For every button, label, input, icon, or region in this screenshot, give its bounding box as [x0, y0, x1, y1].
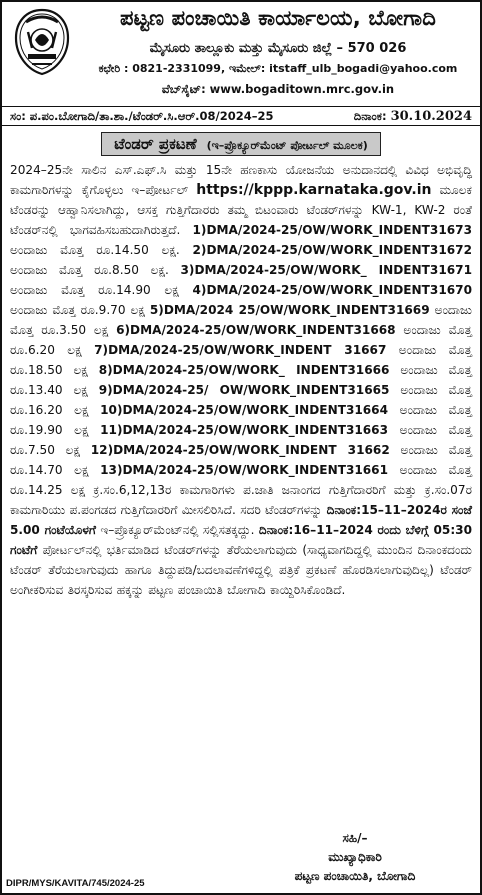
- work-code: DMA/2024-25/OW/WORK_ INDENT31671: [194, 263, 472, 277]
- work-amount: ಅಂದಾಜು ಮೊತ್ತ ರೂ.9.70 ಲಕ್ಷ: [10, 303, 145, 317]
- office-name: ಪಟ್ಟಣ ಪಂಚಾಯಿತಿ ಕಾರ್ಯಾಲಯ, ಬೋಗಾದಿ: [119, 6, 436, 30]
- letterhead: [8, 6, 474, 106]
- work-amount: ಅಂದಾಜು ಮೊತ್ತ ರೂ.8.50 ಲಕ್ಷ.: [10, 263, 169, 277]
- date-label: ದಿನಾಂಕ:: [353, 108, 387, 123]
- work-number: 3): [180, 263, 195, 277]
- work-code: DMA/2024-25/OW/WORK_INDENT 31662: [113, 443, 390, 457]
- works-list: [10, 223, 472, 497]
- work-amount: ಅಂದಾಜು ಮೊತ್ತ ರೂ.16.20 ಲಕ್ಷ: [10, 383, 472, 417]
- notice-title: [101, 132, 381, 156]
- signatory-office: ಪಟ್ಟಣ ಪಂಚಾಯಿತಿ, ಬೋಗಾದಿ: [294, 869, 416, 883]
- work-number: 2): [192, 243, 207, 257]
- intro-text-2: ಮೂಲಕ ಟೆಂಡರನ್ನು ಆಹ್ವಾನಿಸಲಾಗಿದ್ದು, ಆಸಕ್ತ ಗುತ್ತಿಗೆದಾರರು ತಮ್ಮ ಬಿಟಂವಾರು ಟೆಂಡರ್‌ಗಳನ್ನು KW-1, KW-2 ರಂತೆ ಟೆಂಡರ್‌ನಲ್ಲಿ ಭಾಗವಹಿಸಬಹುದಾಗಿರುತ್ತದೆ.: [10, 183, 472, 237]
- office-address: ಮೈಸೂರು ತಾಲ್ಲೂಕು ಮತ್ತು ಮೈಸೂರು ಜಿಲ್ಲೆ – 570 026: [149, 41, 407, 56]
- work-code: DMA/2024-25/OW/WORK_INDENT31661: [122, 463, 389, 477]
- work-amount: ಅಂದಾಜು ಮೊತ್ತ ರೂ.13.40 ಲಕ್ಷ: [10, 363, 472, 397]
- opening-text: ಪೋರ್ಟಲ್‌ನಲ್ಲಿ ಭರ್ತಿಮಾಡಿದ ಟೆಂಡರ್‌ಗಳನ್ನು ತೆರೆಯಲಾಗುವುದು (ಸಾಧ್ಯವಾಗದಿದ್ದಲ್ಲಿ ಮುಂದಿನ ದಿನಾಂಕದಂದು ಟೆಂಡರ್ ತೆರೆಯಲಾಗುವುದು ಹಾಗೂ ತಿದ್ದುಪಡಿ/ಬದಲಾವಣೆಗಳಿದ್ದಲ್ಲಿ ಪತ್ರಿಕೆ ಪ್ರಕಟಣೆ ಹೊರಡಿಸಲಾಗುವುದಿಲ್ಲ) ಟೆಂಡರ್ ಅಂಗೀಕರಿಸುವ ತಿರಸ್ಕರಿಸುವ ಹಕ್ಕನ್ನು ಪಟ್ಟಣ ಪಂಚಾಯಿತಿ ಬೋಗಾದಿ ಕಾಯ್ದಿರಿಸಿಕೊಂಡಿದೆ.: [10, 543, 472, 597]
- reference-number: ಸಂ: ಪ.ಪಂ.ಬೋಗಾದಿ/ತಾ.ಶಾ./ಟೆಂಡರ್.ಸಿ.ಆರ್.08/2024–25: [10, 108, 274, 123]
- work-number: 8): [98, 363, 113, 377]
- contact-details: ಕಛೇರಿ : 0821-2331099, ಇಮೇಲ್: itstaff_ulb_bogadi@yahoo.com: [98, 62, 458, 75]
- submission-text: ಇ–ಪ್ರೊಕ್ಯೂರ್‌ಮೆಂಟ್‌ನಲ್ಲಿ ಸಲ್ಲಿಸತಕ್ಕದ್ದು.: [100, 523, 255, 537]
- government-emblem-icon: [14, 8, 70, 76]
- website-line: ವೆಬ್‌ಸೈಟ್: www.bogaditown.mrc.gov.in: [161, 82, 395, 96]
- work-code: DMA/2024 25/OW/WORK_INDENT31669: [163, 303, 430, 317]
- work-amount: ಅಂದಾಜು ಮೊತ್ತ ರೂ.6.20 ಲಕ್ಷ: [10, 323, 472, 357]
- signatory-designation: ಮುಖ್ಯಾಧಿಕಾರಿ: [328, 850, 382, 864]
- work-code: DMA/2024-25/ OW/WORK_INDENT31665: [112, 383, 390, 397]
- work-amount: ಅಂದಾಜು ಮೊತ್ತ ರೂ.18.50 ಲಕ್ಷ: [10, 343, 472, 377]
- work-number: 12): [90, 443, 114, 457]
- work-number: 1): [192, 223, 207, 237]
- date-value: 30.10.2024: [390, 108, 472, 124]
- work-number: 9): [98, 383, 113, 397]
- work-code: DMA/2024-25/OW/WORK_INDENT31670: [206, 283, 472, 297]
- work-code: DMA/2024-25/OW/WORK_INDENT31663: [122, 423, 389, 437]
- work-number: 6): [116, 323, 131, 337]
- work-number: 5): [149, 303, 164, 317]
- work-number: 10): [100, 403, 123, 417]
- work-amount: ಅಂದಾಜು ಮೊತ್ತ ರೂ.14.25 ಲಕ್ಷ: [10, 463, 472, 497]
- title-sub: (ಇ–ಪ್ರೊಕ್ಯೂರ್‌ಮೆಂಟ್ ಪೋರ್ಟಲ್ ಮೂಲಕ): [206, 139, 368, 152]
- work-code: DMA/2024-25/OW/WORK_ INDENT31666: [112, 363, 390, 377]
- notice-body: [8, 160, 474, 600]
- work-number: 4): [192, 283, 207, 297]
- signature-block: [260, 829, 450, 886]
- work-amount: ಅಂದಾಜು ಮೊತ್ತ ರೂ.3.50 ಲಕ್ಷ: [10, 303, 472, 337]
- work-number: 11): [100, 423, 123, 437]
- dipr-reference: DIPR/MYS/KAVITA/745/2024-25: [6, 878, 145, 889]
- portal-link[interactable]: https://kppp.karnataka.gov.in: [196, 182, 432, 198]
- work-code: DMA/2024-25/OW/WORK_INDENT31668: [130, 323, 396, 337]
- submission-deadline: ದಿನಾಂಕ:15–11–2024ರ ಸಂಜೆ 5.00 ಗಂಟೆಯೊಳಗೆ: [10, 503, 472, 537]
- opening-date: ದಿನಾಂಕ:16–11–2024 ರಂದು ಬೆಳಿಗ್ಗೆ 05:30 ಗಂಟೆಗೆ: [10, 523, 472, 557]
- work-code: DMA/2024-25/OW/WORK_INDENT31673: [206, 223, 472, 237]
- work-amount: ಅಂದಾಜು ಮೊತ್ತ ರೂ.7.50 ಲಕ್ಷ: [10, 423, 472, 457]
- intro-text: 2024–25ನೇ ಸಾಲಿನ ಎಸ್.ಎಫ್.ಸಿ ಮತ್ತು 15ನೇ ಹಣಕಾಸು ಯೋಜನೆಯ ಅನುದಾನದಲ್ಲಿ ವಿವಿಧ ಅಭಿವೃದ್ಧಿ ಕಾಮಗಾರಿಗಳನ್ನು ಕೈಗೊಳ್ಳಲು ಇ–ಪೋರ್ಟಲ್: [10, 163, 472, 197]
- work-amount: ಅಂದಾಜು ಮೊತ್ತ ರೂ.14.70 ಲಕ್ಷ: [10, 443, 472, 477]
- work-code: DMA/2024-25/OW/WORK_INDENT 31667: [108, 343, 387, 357]
- work-code: DMA/2024-25/OW/WORK_INDENT31664: [122, 403, 389, 417]
- work-number: 13): [100, 463, 123, 477]
- signature-mark: ಸಹಿ/–: [342, 831, 368, 845]
- work-amount: ಅಂದಾಜು ಮೊತ್ತ ರೂ.14.50 ಲಕ್ಷ.: [10, 243, 180, 257]
- work-amount: ಅಂದಾಜು ಮೊತ್ತ ರೂ.19.90 ಲಕ್ಷ: [10, 403, 472, 437]
- work-code: DMA/2024-25/OW/WORK_INDENT31672: [206, 243, 472, 257]
- reference-line: [2, 106, 480, 126]
- reservation-text: ಕ್ರ.ಸಂ.6,12,13ರ ಕಾಮಗಾರಿಗಳು ಪ.ಜಾತಿ ಜನಾಂಗದ ಗುತ್ತಿಗೆದಾರರಿಗೆ ಮತ್ತು ಕ್ರ.ಸಂ.07ರ ಕಾಮಗಾರಿಯು ಪ.ಪಂಗಡದ ಗುತ್ತಿಗೆದಾರರಿಗೆ ಮೀಸಲಿರಿಸಿದೆ. ಸದರಿ ಟೆಂಡರ್‌ಗಳನ್ನು: [10, 483, 472, 517]
- title-main: ಟೆಂಡರ್ ಪ್ರಕಟಣೆ: [114, 135, 197, 153]
- notice-date: [354, 109, 472, 124]
- work-number: 7): [94, 343, 109, 357]
- work-amount: ಅಂದಾಜು ಮೊತ್ತ ರೂ.14.90 ಲಕ್ಷ: [10, 283, 179, 297]
